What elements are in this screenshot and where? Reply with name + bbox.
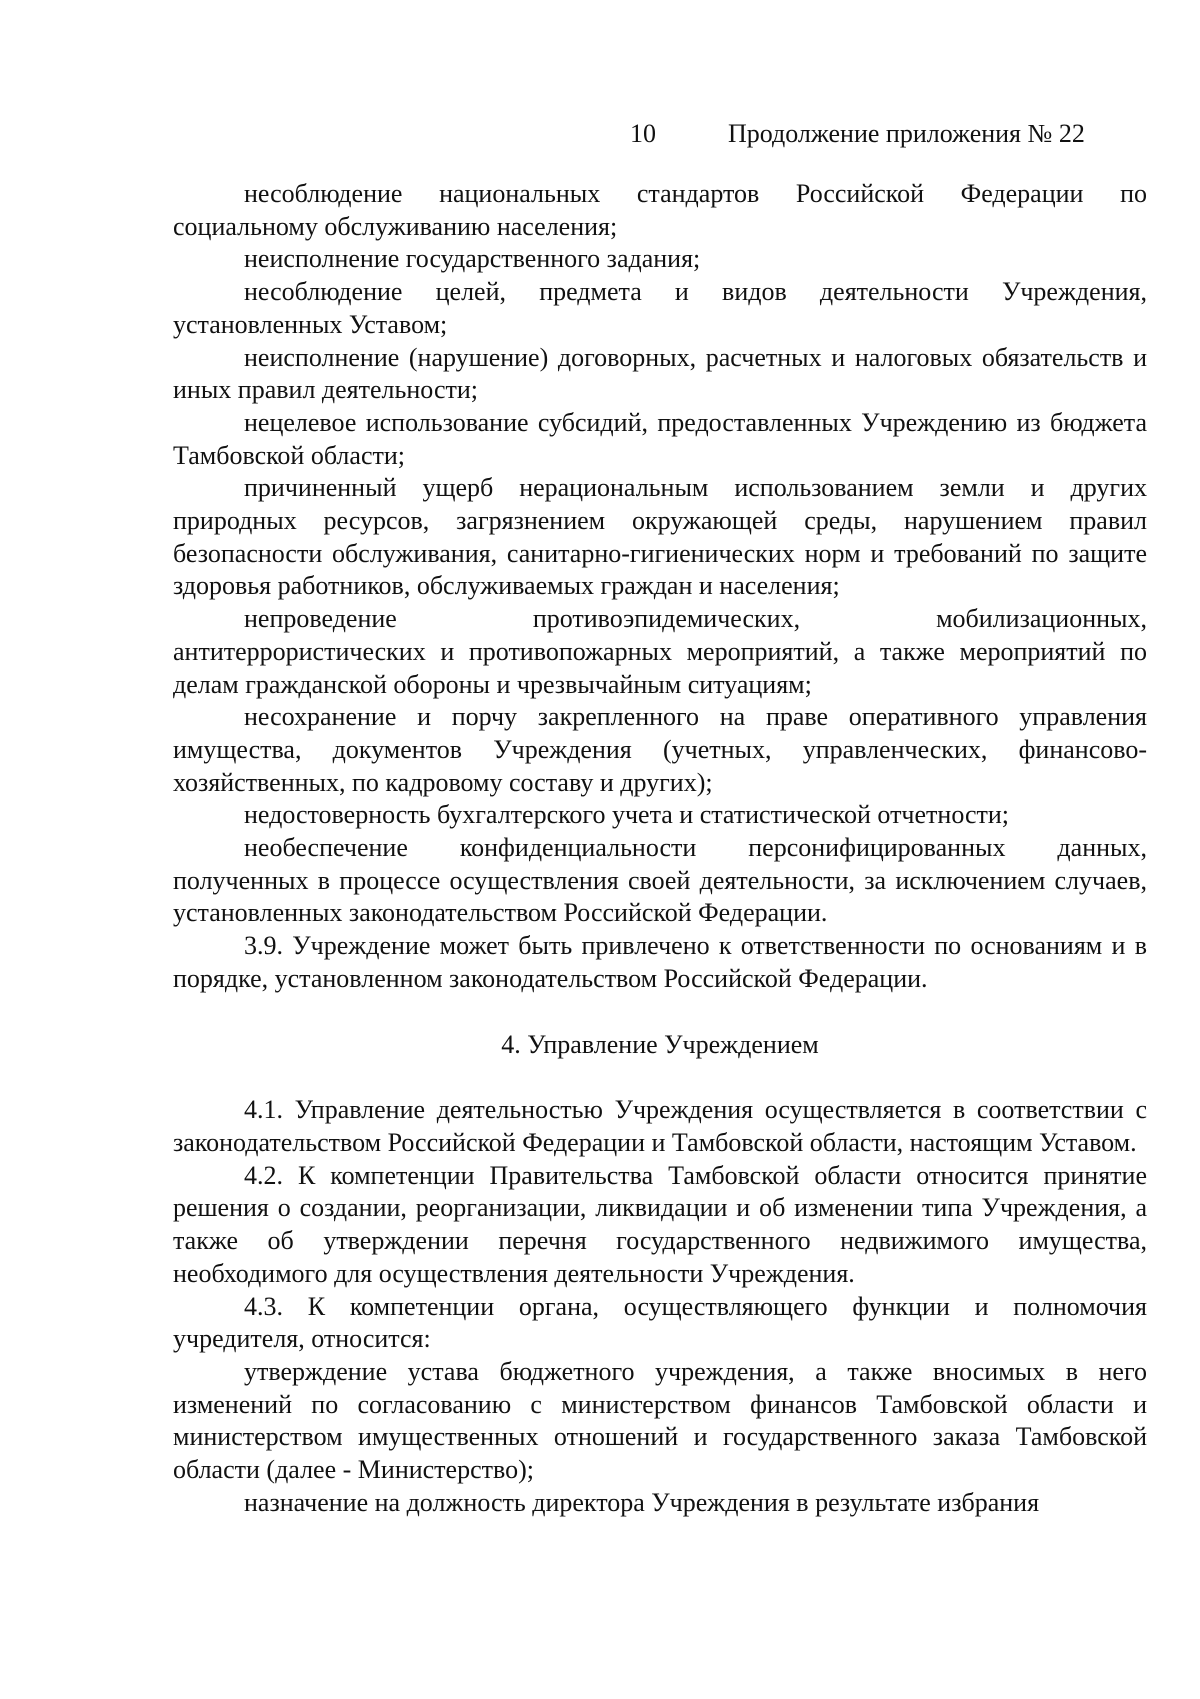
paragraph: назначение на должность директора Учреждения в результате избрания	[244, 1487, 1040, 1517]
paragraph: несоблюдение целей, предмета и видов деятельности Учреждения, установленных Уставом;	[173, 277, 1147, 339]
paragraph: необеспечение конфиденциальности персонифицированных данных, полученных в процессе осуществления своей деятельности, за исключением случаев, установленных законодательством Российской Федерации.	[173, 833, 1147, 928]
paragraph: несоблюдение национальных стандартов Российской Федерации по социальному обслуживанию населения;	[173, 179, 1147, 241]
paragraph: недостоверность бухгалтерского учета и статистической отчетности;	[244, 800, 1010, 830]
paragraph: несохранение и порчу закрепленного на праве оперативного управления имущества, документов Учреждения (учетных, управленческих, финансово-хозяйственных, по кадровому составу и других);	[173, 702, 1147, 797]
appendix-continuation-label: Продолжение приложения № 22	[728, 119, 1085, 148]
paragraph: причиненный ущерб нерациональным использованием земли и других природных ресурсов, загрязнением окружающей среды, нарушением правил безопасности обслуживания, санитарно-гигиенических норм и требований по защите здоровья работников, обслуживаемых граждан и населения;	[173, 473, 1147, 601]
page-header	[0, 114, 1200, 154]
paragraph: непроведение противоэпидемических, мобилизационных, антитеррористических и противопожарных мероприятий, а также мероприятий по делам гражданской обороны и чрезвычайным ситуациям;	[173, 604, 1147, 699]
paragraph-4-1: 4.1. Управление деятельностью Учреждения осуществляется в соответствии с законодательством Российской Федерации и Тамбовской области, настоящим Уставом.	[173, 1095, 1147, 1157]
paragraph-3-9: 3.9. Учреждение может быть привлечено к ответственности по основаниям и в порядке, установленном законодательством Российской Федерации.	[173, 931, 1147, 993]
paragraph: неисполнение (нарушение) договорных, расчетных и налоговых обязательств и иных правил деятельности;	[173, 342, 1147, 405]
paragraph-4-2: 4.2. К компетенции Правительства Тамбовской области относится принятие решения о создании, реорганизации, ликвидации и об изменении типа Учреждения, а также об утверждении перечня государственного недвижимого имущества, необходимого для осуществления деятельности Учреждения.	[173, 1160, 1147, 1288]
section-title: 4. Управление Учреждением	[501, 1029, 819, 1059]
paragraph: утверждение устава бюджетного учреждения, а также вносимых в него изменений по согласованию с министерством финансов Тамбовской области и министерством имущественных отношений и государственного заказа Тамбовской области (далее - Министерство);	[173, 1356, 1147, 1485]
paragraph: нецелевое использование субсидий, предоставленных Учреждению из бюджета Тамбовской области;	[173, 407, 1147, 470]
document-body	[173, 178, 1147, 1519]
paragraph-4-3: 4.3. К компетенции органа, осуществляющего функции и полномочия учредителя, относится:	[173, 1291, 1147, 1354]
paragraph: неисполнение государственного задания;	[244, 244, 701, 274]
page-number: 10	[630, 119, 656, 148]
